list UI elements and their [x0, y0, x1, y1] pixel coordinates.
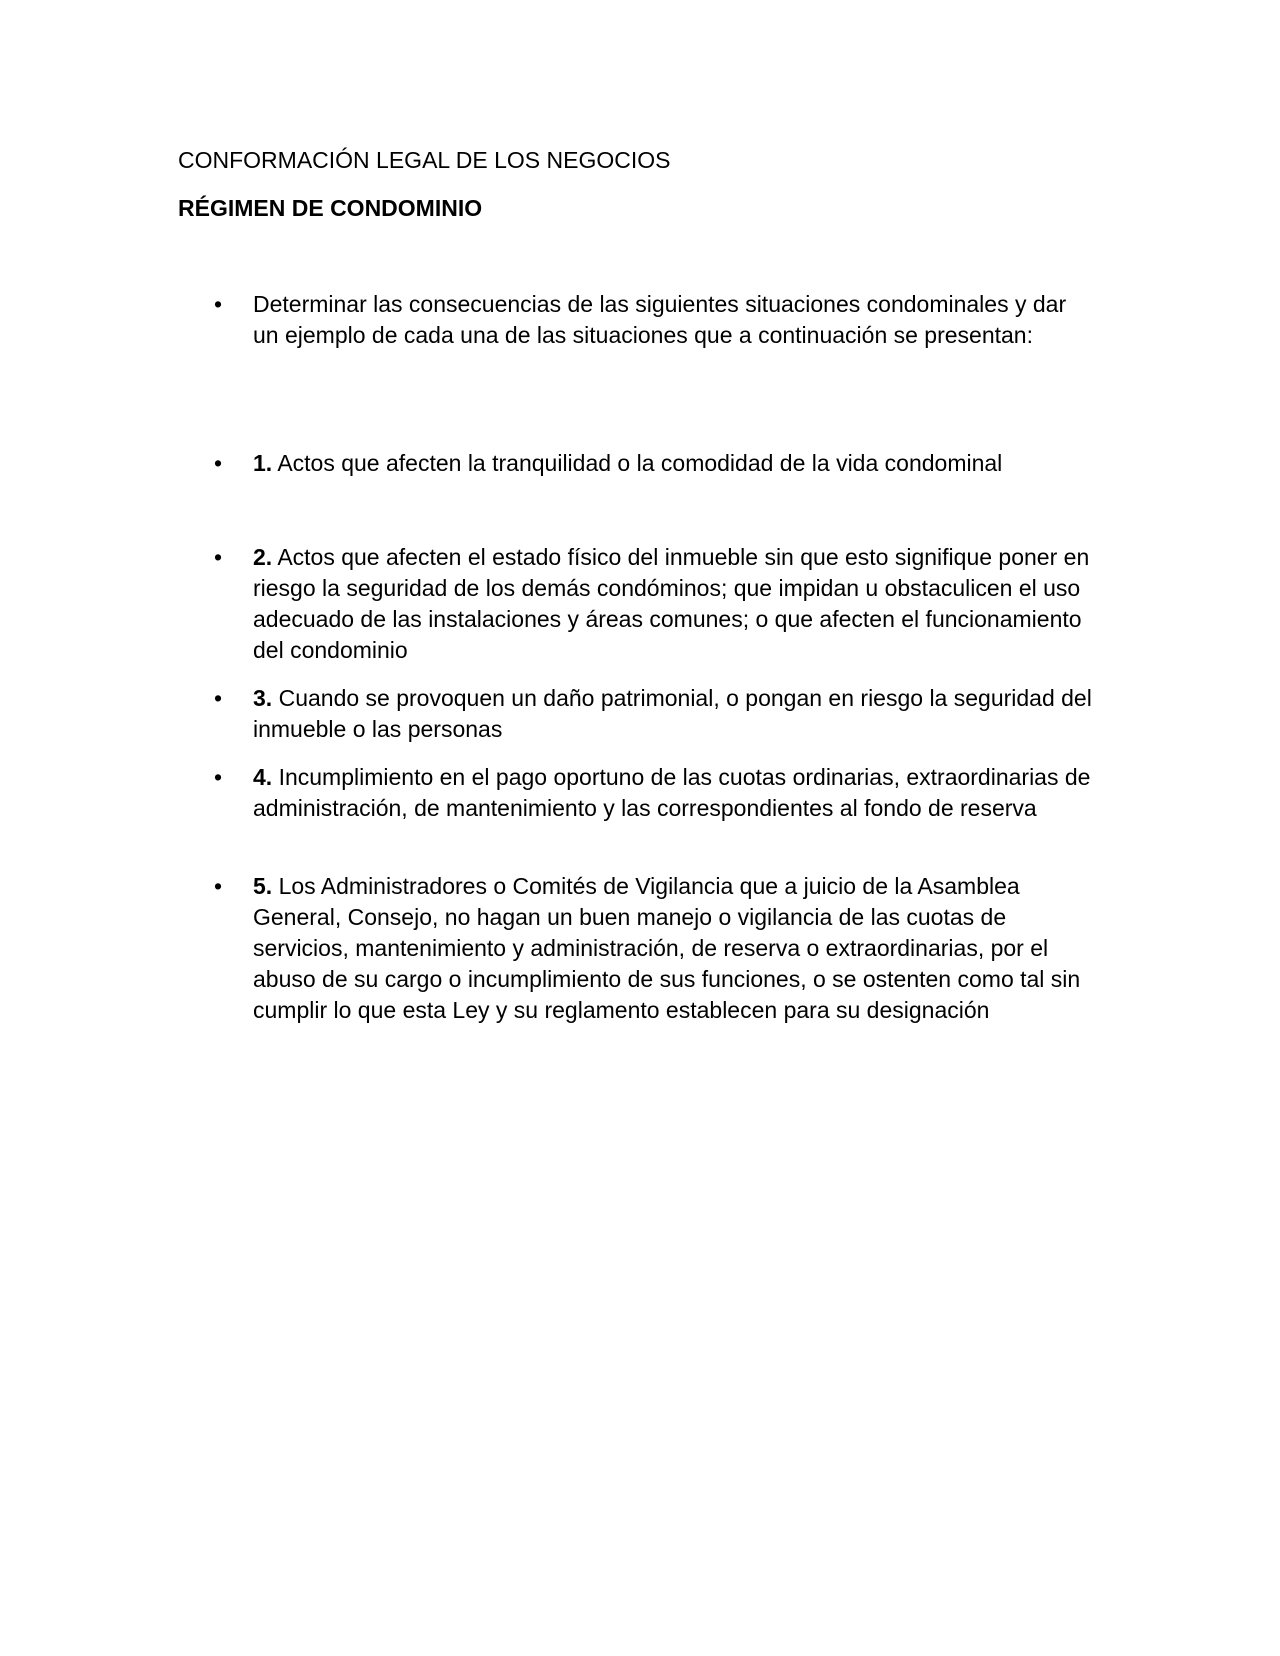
- item-text: Incumplimiento en el pago oportuno de las cuotas ordinarias, extraordinarias de administración, de mantenimiento y las correspondientes al fondo de reserva: [253, 764, 1091, 821]
- bullet-icon: •: [214, 685, 223, 711]
- list-item-text: [253, 762, 1094, 824]
- list-item-text: [253, 683, 1094, 745]
- item-number: 2.: [253, 544, 273, 570]
- item-text: Actos que afecten el estado físico del inmueble sin que esto signifique poner en riesgo la seguridad de los demás condóminos; que impidan u obstaculicen el uso adecuado de las instalaciones y áreas comunes; o que afecten el funcionamiento del condominio: [253, 544, 1090, 663]
- bullet-icon: •: [214, 873, 223, 899]
- list-item: [214, 448, 1094, 479]
- item-text: Cuando se provoquen un daño patrimonial, o pongan en riesgo la seguridad del inmueble o las personas: [253, 685, 1092, 742]
- list-item-text: [253, 542, 1094, 666]
- intro-text: Determinar las consecuencias de las siguientes situaciones condominales y dar un ejemplo de cada una de las situaciones que a continuación se presentan:: [253, 291, 1067, 348]
- list-item-intro: [214, 289, 1094, 351]
- item-number: 1.: [253, 450, 273, 476]
- document-subtitle: RÉGIMEN DE CONDOMINIO: [178, 195, 483, 221]
- bullet-icon: •: [214, 544, 223, 570]
- list-item: [214, 871, 1094, 1026]
- document-title: CONFORMACIÓN LEGAL DE LOS NEGOCIOS: [178, 147, 671, 173]
- list-item-text: [253, 448, 1094, 479]
- list-item-text: [253, 871, 1094, 1026]
- item-number: 4.: [253, 764, 273, 790]
- list-item: [214, 762, 1094, 824]
- bullet-icon: •: [214, 764, 223, 790]
- bullet-icon: •: [214, 291, 223, 317]
- item-text: Los Administradores o Comités de Vigilancia que a juicio de la Asamblea General, Consejo, no hagan un buen manejo o vigilancia de las cuotas de servicios, mantenimiento y administración, de reserva o extraordinarias, por el abuso de su cargo o incumplimiento de sus funciones, o se ostenten como tal sin cumplir lo que esta Ley y su reglamento establecen para su designación: [253, 873, 1081, 1023]
- bullet-icon: •: [214, 450, 223, 476]
- list-item: [214, 683, 1094, 745]
- item-number: 3.: [253, 685, 273, 711]
- list-item: [214, 542, 1094, 666]
- item-number: 5.: [253, 873, 273, 899]
- item-text: Actos que afecten la tranquilidad o la comodidad de la vida condominal: [277, 450, 1003, 476]
